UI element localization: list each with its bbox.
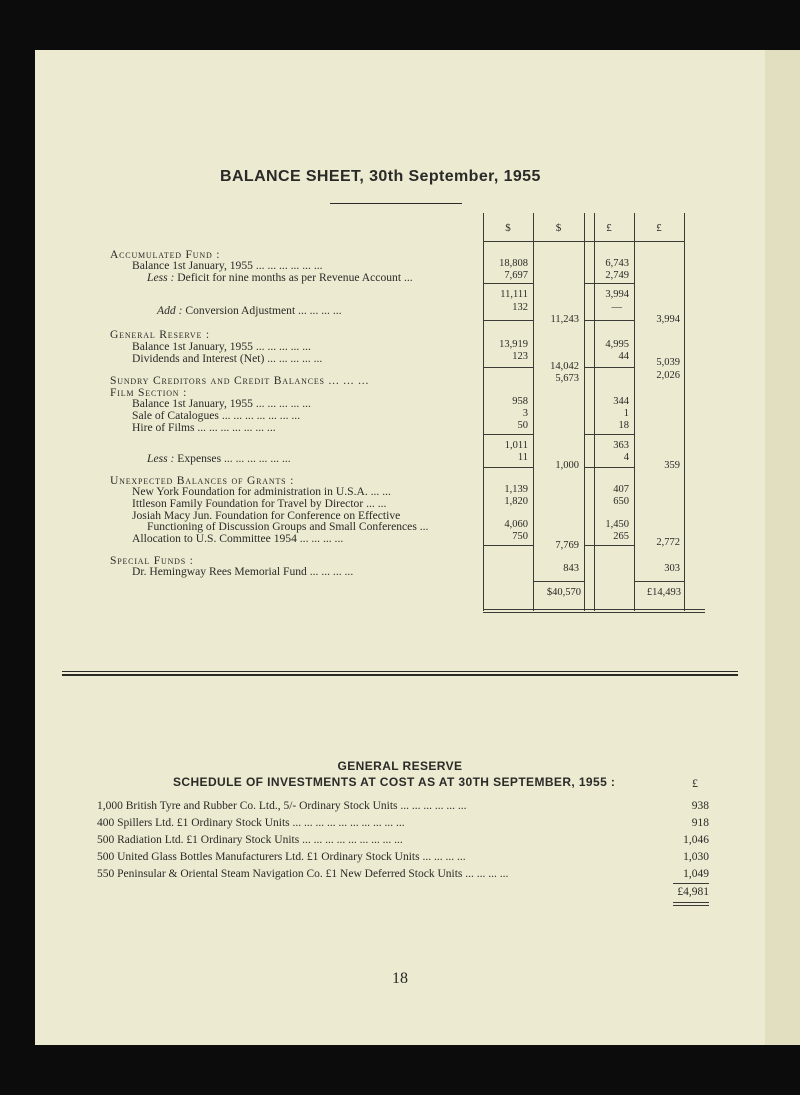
expenses-label: Expenses ... ... ... ... ... ... (177, 452, 291, 465)
amount-cell: 958 (512, 396, 528, 407)
amount-cell: 123 (512, 351, 528, 362)
total-pounds: £14,493 (646, 587, 681, 598)
amount-cell: 265 (613, 531, 629, 542)
schedule-currency: £ (692, 776, 698, 790)
investment-label: 400 Spillers Ltd. £1 Ordinary Stock Units ... ... ... ... ... ... ... ... ... ... (97, 817, 405, 829)
general-reserve-heading: General Reserve : (110, 328, 210, 341)
page-number: 18 (392, 970, 408, 987)
amount-cell: 359 (664, 460, 680, 471)
col-header-dollars-1: $ (505, 222, 511, 234)
amount-cell: 11,243 (550, 314, 579, 325)
grant-item: New York Foundation for administration in U.S.A. ... ... (132, 485, 391, 498)
schedule-total-underline (673, 905, 709, 906)
amount-cell: 4,995 (605, 339, 629, 350)
grant-item: Functioning of Discussion Groups and Small Conferences ... (147, 520, 429, 533)
subtotal-rule (483, 320, 533, 321)
total-rule (634, 581, 684, 582)
less-prefix: Less : (147, 452, 175, 465)
col-header-pounds-2: £ (656, 222, 662, 234)
amount-cell: 14,042 (550, 361, 579, 372)
amount-cell: — (611, 302, 622, 313)
subtotal-rule (483, 545, 533, 546)
amount-cell: 50 (517, 420, 528, 431)
investment-label: 1,000 British Tyre and Rubber Co. Ltd., 5/- Ordinary Stock Units ... ... ... ... ... ... (97, 800, 467, 812)
balance-label: Balance 1st January, 1955 ... ... ... ... ... ... (132, 259, 323, 272)
subtotal-rule (584, 434, 634, 435)
amount-cell: 1,139 (504, 484, 528, 495)
unexpected-balances-heading: Unexpected Balances of Grants : (110, 474, 295, 487)
amount-cell: 18 (618, 420, 629, 431)
deficit-label: Deficit for nine months as per Revenue Account ... (177, 271, 413, 284)
subtotal-rule (483, 467, 533, 468)
less-prefix: Less : (147, 271, 175, 284)
section-separator (62, 671, 738, 672)
amount-cell: 1,820 (504, 496, 528, 507)
total-dollars: $40,570 (546, 587, 581, 598)
amount-cell: 11,111 (500, 289, 528, 300)
amount-cell: 363 (613, 440, 629, 451)
amount-cell: 407 (613, 484, 629, 495)
subtotal-rule (584, 467, 634, 468)
amount-cell: 4,060 (504, 519, 528, 530)
schedule-total-rule (673, 883, 709, 884)
adjacent-page-edge (765, 50, 800, 1045)
amount-cell: 132 (512, 302, 528, 313)
header-rule (483, 241, 684, 242)
investment-label: 500 United Glass Bottles Manufacturers Ltd. £1 Ordinary Stock Units ... ... ... ... (97, 851, 466, 863)
grant-item: Allocation to U.S. Committee 1954 ... ... ... ... (132, 532, 344, 545)
col-header-dollars-2: $ (555, 222, 562, 234)
subtotal-rule (483, 434, 533, 435)
amount-cell: 2,772 (656, 537, 680, 548)
schedule-total-underline (673, 902, 709, 903)
grant-item: Josiah Macy Jun. Foundation for Conference on Effective (132, 509, 401, 522)
amount-cell: 1 (623, 408, 629, 419)
amount-cell: 2,026 (656, 370, 680, 381)
table-rule (684, 213, 685, 611)
add-prefix: Add : (157, 304, 183, 317)
subtotal-rule (483, 367, 533, 368)
subtotal-rule (584, 367, 634, 368)
schedule-total: £4,981 (677, 886, 709, 898)
less-expenses-row (147, 452, 291, 465)
amount-cell: 1,450 (605, 519, 629, 530)
amount-cell: 6,743 (605, 258, 629, 269)
conversion-label: Conversion Adjustment ... ... ... ... (185, 304, 342, 317)
investment-label: 500 Radiation Ltd. £1 Ordinary Stock Units ... ... ... ... ... ... ... ... ... (97, 834, 403, 846)
investment-value: 938 (691, 800, 709, 812)
special-fund-item: Dr. Hemingway Rees Memorial Fund ... ... ... ... (132, 565, 354, 578)
balance-sheet-title: BALANCE SHEET, 30th September, 1955 (220, 168, 541, 185)
amount-cell: 13,919 (499, 339, 528, 350)
amount-cell: 3,994 (656, 314, 680, 325)
grant-item: Ittleson Family Foundation for Travel by Director ... ... (132, 497, 387, 510)
subtotal-rule (584, 545, 634, 546)
add-conversion-row (157, 304, 342, 317)
amount-cell: 303 (664, 563, 680, 574)
amount-cell: 5,039 (656, 357, 680, 368)
amount-cell: 3 (522, 408, 528, 419)
investment-label: 550 Peninsular & Oriental Steam Navigation Co. £1 New Deferred Stock Units ... ... ... ... (97, 868, 509, 880)
amount-cell: 5,673 (555, 373, 579, 384)
investment-value: 918 (691, 817, 709, 829)
schedule-heading: GENERAL RESERVE (337, 759, 463, 773)
total-rule (533, 581, 584, 582)
amount-cell: 7,697 (504, 270, 528, 281)
subtotal-rule (483, 283, 533, 284)
investment-value: 1,046 (683, 834, 709, 846)
investment-value: 1,030 (683, 851, 709, 863)
schedule-subheading: SCHEDULE OF INVESTMENTS AT COST AS AT 30TH SEPTEMBER, 1955 : (173, 775, 616, 789)
reserve-item: Dividends and Interest (Net) ... ... ... ... ... (132, 352, 323, 365)
amount-cell: 1,000 (555, 460, 579, 471)
table-rule (533, 213, 534, 611)
amount-cell: 7,769 (555, 540, 579, 551)
table-bottom-rule (483, 609, 705, 610)
film-item: Balance 1st January, 1955 ... ... ... ... ... (132, 397, 311, 410)
amount-cell: 650 (613, 496, 629, 507)
amount-cell: 1,011 (504, 440, 528, 451)
less-deficit-row (147, 271, 413, 284)
table-rule (634, 213, 635, 611)
amount-cell: 18,808 (499, 258, 528, 269)
amount-cell: 44 (618, 351, 629, 362)
amount-cell: 4 (623, 452, 629, 463)
amount-cell: 344 (613, 396, 629, 407)
table-bottom-rule (483, 612, 705, 613)
special-funds-heading: Special Funds : (110, 554, 194, 567)
amount-cell: 11 (517, 452, 528, 463)
amount-cell: 3,994 (605, 289, 629, 300)
subtotal-rule (584, 320, 634, 321)
amount-cell: 750 (512, 531, 528, 542)
accumulated-fund-heading: Accumulated Fund : (110, 248, 221, 261)
film-section-heading: Film Section : (110, 386, 188, 399)
film-item: Sale of Catalogues ... ... ... ... ... ... ... (132, 409, 301, 422)
title-underline (330, 203, 462, 204)
col-header-pounds-1: £ (606, 222, 612, 234)
section-separator (62, 674, 738, 676)
reserve-item: Balance 1st January, 1955 ... ... ... ... ... (132, 340, 311, 353)
amount-cell: 2,749 (605, 270, 629, 281)
sundry-creditors-heading: Sundry Creditors and Credit Balances ... ... ... (110, 374, 370, 387)
subtotal-rule (584, 283, 634, 284)
amount-cell: 843 (563, 563, 579, 574)
investment-value: 1,049 (683, 868, 709, 880)
film-item: Hire of Films ... ... ... ... ... ... ... (132, 421, 276, 434)
